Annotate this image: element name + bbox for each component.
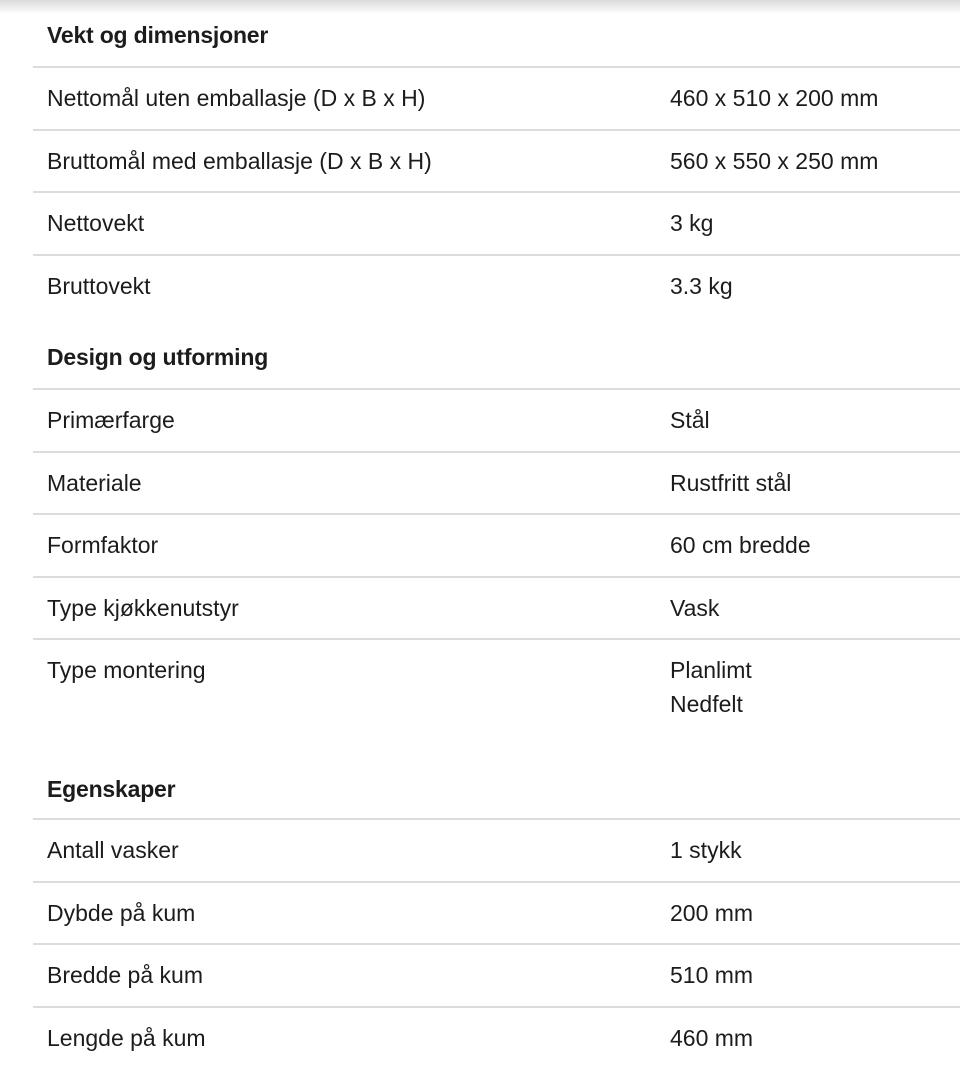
spec-row	[33, 820, 960, 883]
spec-row	[33, 256, 960, 319]
spec-row	[33, 515, 960, 578]
spec-row	[33, 193, 960, 256]
spec-label: Nettovekt	[47, 210, 145, 236]
spec-label: Type montering	[47, 657, 206, 683]
spec-value: Vask	[670, 594, 720, 621]
section-features	[33, 748, 960, 1070]
spec-row	[33, 945, 960, 1008]
spec-value: 200 mm	[670, 899, 754, 926]
spec-label: Bredde på kum	[47, 962, 203, 988]
spec-value: 560 x 550 x 250 mm	[670, 147, 879, 174]
spec-value-list	[670, 653, 960, 748]
section-title: Design og utforming	[33, 318, 960, 390]
section-weight-dimensions	[33, 0, 960, 318]
spec-value: 60 cm bredde	[670, 532, 811, 558]
spec-label: Bruttovekt	[47, 272, 151, 299]
spec-row	[33, 131, 960, 194]
spec-row	[33, 1008, 960, 1071]
spec-label: Primærfarge	[47, 407, 175, 433]
spec-row	[33, 390, 960, 453]
spec-label: Bruttomål med emballasje (D x B x H)	[47, 147, 432, 174]
spec-value: 3 kg	[670, 210, 714, 236]
spec-value: Rustfritt stål	[670, 469, 792, 496]
spec-row	[33, 883, 960, 946]
spec-label: Formfaktor	[47, 532, 159, 558]
spec-value: Nedfelt	[670, 691, 743, 717]
spec-label: Type kjøkkenutstyr	[47, 594, 239, 621]
spec-label: Nettomål uten emballasje (D x B x H)	[47, 85, 426, 111]
spec-value: Stål	[670, 407, 710, 433]
spec-value: 460 mm	[670, 1024, 754, 1051]
section-title: Egenskaper	[33, 748, 960, 820]
spec-value: Planlimt	[670, 657, 752, 683]
spec-value: 1 stykk	[670, 837, 742, 863]
spec-value: 510 mm	[670, 962, 754, 988]
spec-row	[33, 640, 960, 748]
spec-row	[33, 578, 960, 641]
section-design	[33, 318, 960, 748]
spec-value: 3.3 kg	[670, 272, 733, 299]
spec-label: Materiale	[47, 469, 142, 496]
spec-label: Dybde på kum	[47, 899, 196, 926]
spec-row	[33, 68, 960, 131]
spec-value: 460 x 510 x 200 mm	[670, 85, 879, 111]
spec-row	[33, 453, 960, 516]
spec-label: Lengde på kum	[47, 1024, 206, 1051]
specifications-table	[33, 0, 960, 1070]
spec-label: Antall vasker	[47, 837, 179, 863]
section-title: Vekt og dimensjoner	[33, 0, 960, 68]
